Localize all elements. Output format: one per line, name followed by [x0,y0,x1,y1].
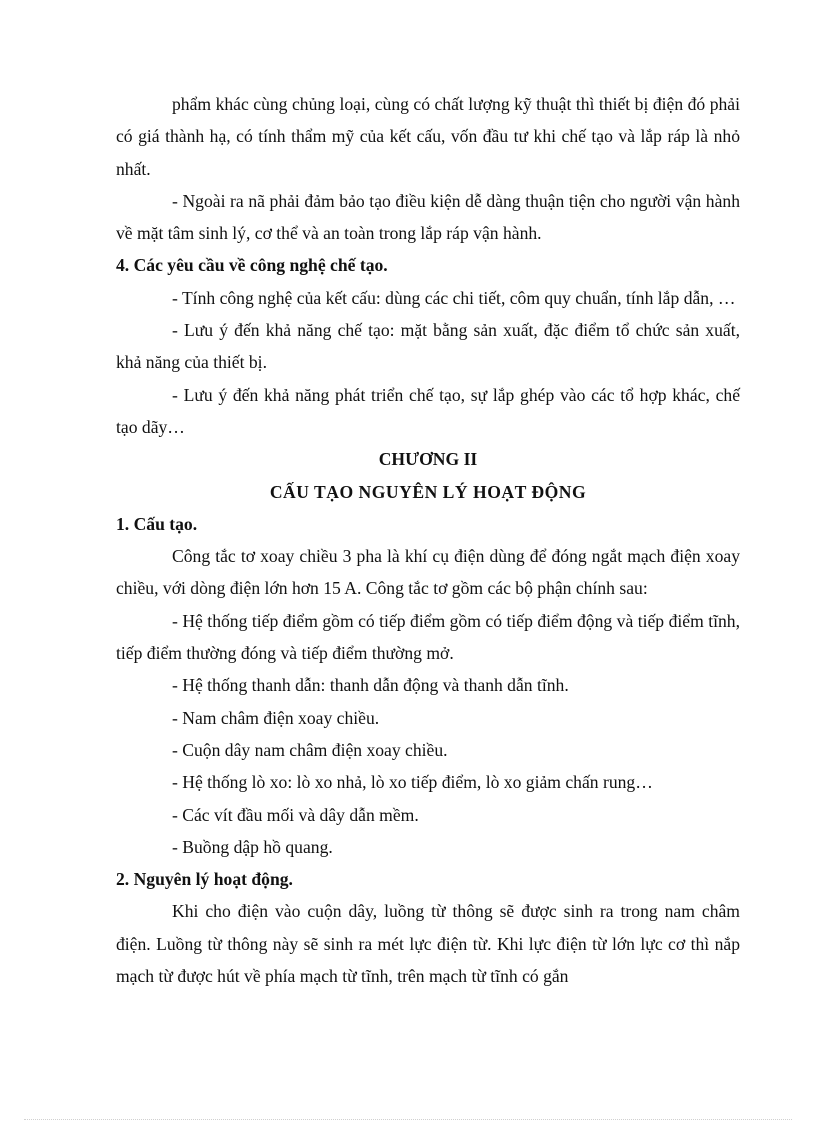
paragraph-continuation: phẩm khác cùng chủng loại, cùng có chất lượng kỹ thuật thì thiết bị điện đó phải có giá thành hạ, có tính thẩm mỹ của kết cấu, vốn đầu tư khi chế tạo và lắp ráp là nhỏ nhất. [116,94,740,179]
paragraph-contact-system: - Hệ thống tiếp điểm gồm có tiếp điểm gồm có tiếp điểm động và tiếp điểm tĩnh, tiếp điểm thường đóng và tiếp điểm thường mở. [116,610,740,664]
paragraph-arc-chamber: - Buồng dập hồ quang. [172,836,333,857]
paragraph-manufacturing: - Lưu ý đến khả năng chế tạo: mặt bằng sản xuất, đặc điểm tổ chức sản xuất, khả năng của thiết bị. [116,320,740,373]
page-bottom-rule [24,1119,792,1120]
page-content [116,88,740,992]
paragraph-terminal-screws: - Các vít đầu mối và dây dẫn mềm. [172,804,419,825]
paragraph-development: - Lưu ý đến khả năng phát triển chế tạo, sự lắp ghép vào các tổ hợp khác, chế tạo dãy… [116,384,740,437]
chapter-title: CẤU TẠO NGUYÊN LÝ HOẠT ĐỘNG [269,481,587,502]
paragraph-operation-principle: Khi cho điện vào cuộn dây, luồng từ thông sẽ được sinh ra trong nam châm điện. Luồng từ thông này sẽ sinh ra mét lực điện từ. Khi lực điện từ lớn lực cơ thì nắp mạch từ được hút về phía mạch từ tĩnh, trên mạch từ tĩnh có gắn [116,901,740,987]
paragraph-ergonomics: - Ngoài ra nã phải đảm bảo tạo điều kiện dễ dàng thuận tiện cho người vận hành về mặt tâm sinh lý, cơ thể và an toàn trong lắp ráp vận hành. [116,190,740,244]
chapter-number: CHƯƠNG II [378,449,478,470]
section-heading-4: 4. Các yêu cầu về công nghệ chế tạo. [116,255,388,276]
paragraph-conductor-system: - Hệ thống thanh dẫn: thanh dẫn động và thanh dẫn tĩnh. [172,675,569,696]
paragraph-contactor-definition: Công tắc tơ xoay chiều 3 pha là khí cụ điện dùng để đóng ngắt mạch điện xoay chiều, với dòng điện lớn hơn 15 A. Công tắc tơ gồm các bộ phận chính sau: [116,546,740,599]
section-heading-1: 1. Cấu tạo. [116,513,198,534]
paragraph-electromagnet: - Nam châm điện xoay chiều. [172,707,380,728]
section-heading-2: 2. Nguyên lý hoạt động. [116,869,293,890]
paragraph-technology: - Tính công nghệ của kết cấu: dùng các chi tiết, côm quy chuẩn, tính lắp dẫn, … [172,287,736,308]
paragraph-spring-system: - Hệ thống lò xo: lò xo nhả, lò xo tiếp điểm, lò xo giảm chấn rung… [172,772,653,793]
paragraph-coil: - Cuộn dây nam châm điện xoay chiều. [172,739,448,760]
